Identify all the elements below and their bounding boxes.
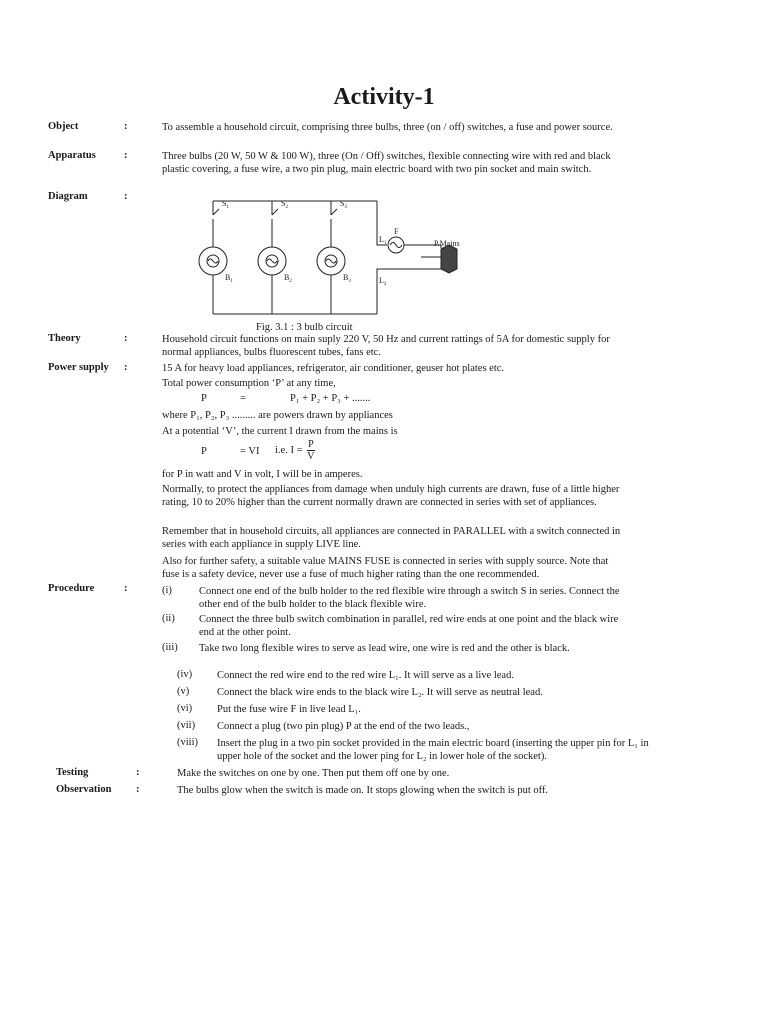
object-label: Object xyxy=(48,121,79,132)
step-8-text: Insert the plug in a two pin socket provided in the main electric board (inserting the upper pin for L₁ in upper hole of the socket and the lower ping for L₂ in lower hole of the socket). xyxy=(217,738,649,762)
step-2-number: (ii) xyxy=(162,613,175,624)
label-l1: $L_1$ xyxy=(379,235,387,246)
step-3-number: (iii) xyxy=(162,642,178,653)
page-title: Activity-1 xyxy=(333,84,435,110)
power-supply-line5: for P in watt and V in volt, I will be in amperes. xyxy=(162,469,363,480)
object-colon: : xyxy=(124,121,128,132)
step-1-number: (i) xyxy=(162,585,172,596)
step-7-text: Connect a plug (two pin plug) P at the end of the two leads., xyxy=(217,721,470,732)
step-4-number: (iv) xyxy=(177,669,193,680)
testing-text: Make the switches on one by one. Then put them off one by one. xyxy=(177,768,450,779)
power-supply-line1: 15 A for heavy load appliances, refrigerator, air conditioner, geuser hot plates etc. xyxy=(162,363,505,374)
equation-2-vi: = VI xyxy=(240,446,260,457)
apparatus-text: Three bulbs (20 W, 50 W & 100 W), three (On / Off) switches, flexible connecting wire with red and black plastic covering, a fuse wire, a two pin plug, main electric board with two pin socket and main switch. xyxy=(162,151,611,175)
figure-caption: Fig. 3.1 : 3 bulb circuit xyxy=(256,322,353,333)
equation-1-rhs: P₁ + P₂ + P₃ + ....... xyxy=(290,393,371,404)
step-2-text: Connect the three bulb switch combination in parallel, red wire ends at one point and the black wire end at the other point. xyxy=(199,614,619,638)
label-s1: $S_1$ xyxy=(222,199,229,210)
fuse-symbol xyxy=(388,237,404,253)
fraction-denominator: V xyxy=(307,451,315,462)
step-1-text: Connect one end of the bulb holder to the red flexible wire through a switch S in series. Connect the other end of the bulb holder to the black flexible wire. xyxy=(199,586,620,610)
equation-2-fraction xyxy=(307,439,315,462)
step-4-text: Connect the red wire end to the red wire L₁. It will serve as a live lead. xyxy=(217,670,514,681)
switch-s1 xyxy=(213,209,219,215)
equation-1-equals: = xyxy=(240,393,246,404)
step-8-number: (viii) xyxy=(177,737,198,748)
testing-colon: : xyxy=(136,767,140,778)
theory-label: Theory xyxy=(48,333,81,344)
power-supply-para1: Normally, to protect the appliances from damage when unduly high currents are drawn, fuse of a little higher rating, 10 to 20% higher than the current normally drawn are connected in series with set of appliances. xyxy=(162,484,620,508)
apparatus-colon: : xyxy=(124,150,128,161)
observation-text: The bulbs glow when the switch is made on. It stops glowing when the switch is put off. xyxy=(177,785,549,796)
label-s2: $S_2$ xyxy=(281,199,288,210)
object-text: To assemble a household circuit, comprising three bulbs, three (on / off) switches, a fuse and power source. xyxy=(162,122,613,133)
step-5-text: Connect the black wire ends to the black wire L₂. It will serve as neutral lead. xyxy=(217,687,543,698)
label-fuse: F xyxy=(394,227,399,236)
diagram-colon: : xyxy=(124,191,128,202)
label-b3: $B_3$ xyxy=(343,273,351,284)
neutral-lead xyxy=(377,269,441,314)
switch-s2 xyxy=(272,209,278,215)
equation-2-ie xyxy=(275,439,315,462)
equation-1-lhs: P xyxy=(201,393,207,404)
theory-text: Household circuit functions on main suply 220 V, 50 Hz and current rattings of 5A for domestic supply for normal appliances, bulbs fluorescent tubes, fans etc. xyxy=(162,334,610,358)
step-3-text: Take two long flexible wires to serve as lead wire, one wire is red and the other is black. xyxy=(199,643,570,654)
step-6-number: (vi) xyxy=(177,703,193,714)
power-supply-para3: Also for further safety, a suitable value MAINS FUSE is connected in series with supply source. Note that fuse is a safety device, never use a fuse of much higher rating than the one recommended. xyxy=(162,556,609,580)
procedure-colon: : xyxy=(124,583,128,594)
power-supply-para2: Remember that in household circuits, all appliances are connected in PARALLEL with a switch connected in series with each appliance in supply LIVE line. xyxy=(162,526,621,550)
power-supply-line2: Total power consumption ‘P’ at any time, xyxy=(162,378,336,389)
switch-s3 xyxy=(331,209,337,215)
step-6-text: Put the fuse wire F in live lead L₁. xyxy=(217,704,361,715)
procedure-label: Procedure xyxy=(48,583,95,594)
step-5-number: (v) xyxy=(177,686,190,697)
power-supply-line4: At a potential ‘V’, the current I drawn from the mains is xyxy=(162,426,398,437)
testing-label: Testing xyxy=(56,767,89,778)
label-b2: $B_2$ xyxy=(284,273,292,284)
diagram-label: Diagram xyxy=(48,191,88,202)
branch-1 xyxy=(199,201,227,314)
observation-colon: : xyxy=(136,784,140,795)
step-7-number: (vii) xyxy=(177,720,196,731)
circuit-diagram xyxy=(195,193,495,333)
branch-2 xyxy=(258,201,286,314)
label-mains: P.Mains xyxy=(434,239,460,248)
label-l2: $L_2$ xyxy=(379,276,387,287)
equation-2-lhs: P xyxy=(201,446,207,457)
apparatus-label: Apparatus xyxy=(48,150,96,161)
power-supply-label: Power supply xyxy=(48,362,109,373)
equation-2-ie-text: i.e. I = xyxy=(275,444,303,456)
power-supply-line3: where P₁, P₂, P₃ ......... are powers drawn by appliances xyxy=(162,410,393,421)
theory-colon: : xyxy=(124,333,128,344)
label-b1: $B_1$ xyxy=(225,273,233,284)
fraction-numerator: P xyxy=(308,439,314,450)
label-s3: $S_3$ xyxy=(340,199,347,210)
branch-3 xyxy=(317,201,345,314)
power-supply-colon: : xyxy=(124,362,128,373)
observation-label: Observation xyxy=(56,784,112,795)
